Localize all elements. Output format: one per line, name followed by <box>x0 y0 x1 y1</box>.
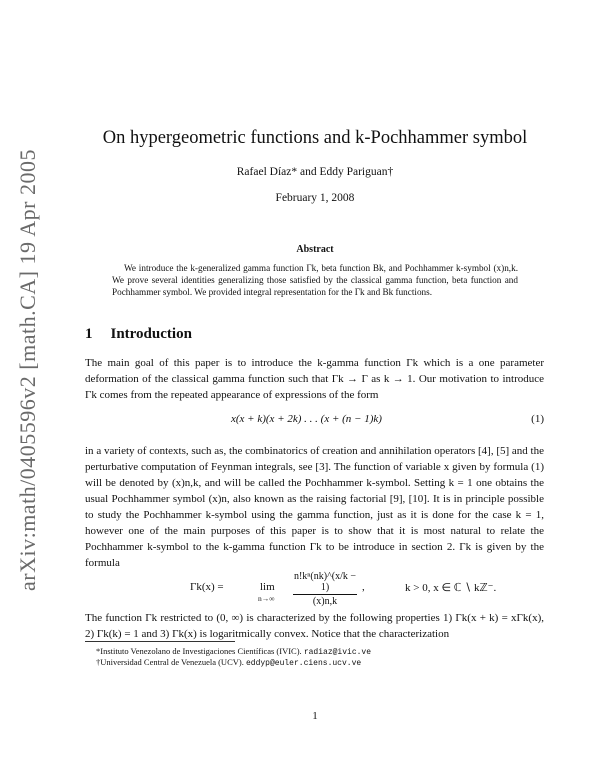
intro-paragraph-3: The function Γk restricted to (0, ∞) is characterized by the following properties 1) Γk(x + k) = xΓk(x), 2) Γk(k) = 1 and 3) Γk(x) is logaritmically convex. Notice that the characterization <box>85 612 544 640</box>
footnote-2 <box>96 657 361 668</box>
footnote-1 <box>96 646 371 657</box>
formula-condition: k > 0, x ∈ ℂ ∖ kℤ⁻. <box>405 582 497 594</box>
formula-fraction <box>293 571 357 607</box>
section-heading <box>85 326 192 343</box>
gamma-k-formula <box>190 571 550 607</box>
footnote-1-text: *Instituto Venezolano de Investigaciones Científicas (IVIC). <box>96 646 302 656</box>
author-line: Rafael Díaz* and Eddy Pariguan† <box>236 166 394 178</box>
footnote-2-text: †Universidad Central de Venezuela (UCV). <box>96 657 244 667</box>
equation-1-tag: (1) <box>531 413 544 425</box>
intro-paragraph-1: The main goal of this paper is to introduce the k-gamma function Γk which is a one parameter deformation of the classical gamma function such that Γk → Γ as k → 1. Our motivation to introduce Γk comes from the repeated appearance of expressions of the form <box>85 357 544 401</box>
paper-title: On hypergeometric functions and k-Pochhammer symbol <box>102 128 528 148</box>
paper-date: February 1, 2008 <box>275 192 355 204</box>
formula-numerator: n!kⁿ(nk)^(x/k − 1) <box>293 571 357 593</box>
abstract-text: We introduce the k-generalized gamma function Γk, beta function Bk, and Pochhammer k-symbol (x)n,k. We prove several identities generalizing those satisfied by the classical gamma function, beta function and Pochhammer symbol. We provided integral representation for the Γk and Bk functions. <box>112 263 518 298</box>
footnote-rule <box>85 641 235 642</box>
page-number: 1 <box>312 710 318 722</box>
equation-1-expression: x(x + k)(x + 2k) . . . (x + (n − 1)k) <box>231 413 382 425</box>
section-number: 1 <box>85 326 93 342</box>
footnote-1-email: radiaz@ivic.ve <box>303 648 372 657</box>
formula-denominator: (x)n,k <box>312 596 338 607</box>
formula-lhs: Γk(x) = <box>190 581 224 593</box>
arxiv-identifier: arXiv:math/0405596v2 [math.CA] 19 Apr 2005 <box>15 148 40 592</box>
footnote-2-email: eddyp@euler.ciens.ucv.ve <box>245 659 362 668</box>
arxiv-sidebar <box>8 150 48 590</box>
intro-paragraph-2: in a variety of contexts, such as, the combinatorics of creation and annihilation operators [4], [5] and the perturbative computation of Feynman integrals, see [3]. The function of variable x given by formula (1) will be denoted by (x)n,k, and will be called the Pochhammer k-symbol. Setting k = 1 one obtains the usual Pochhammer symbol (x)n, also known as the raising factorial [9], [10]. It is in principle possible to study the Pochhammer k-symbol using the gamma function, just as it is done for the case k = 1, however one of the main purposes of this paper is to show that it is most natural to relate the Pochhammer k-symbol to the k-gamma function Γk to be introduce in section 2. Γk is given by the formula <box>85 445 544 569</box>
abstract-heading: Abstract <box>296 244 334 255</box>
section-title: Introduction <box>110 326 192 342</box>
formula-limit: lim <box>260 581 275 593</box>
formula-comma: , <box>362 581 365 593</box>
formula-limit-subscript: n→∞ <box>258 594 275 603</box>
